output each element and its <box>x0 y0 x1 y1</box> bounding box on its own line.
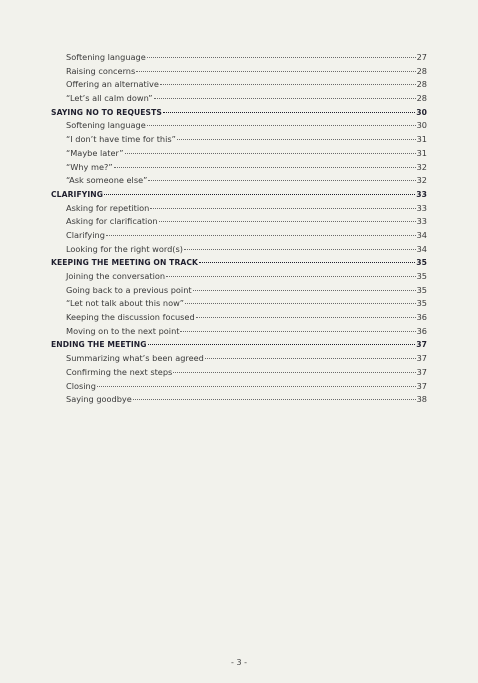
toc-entry-title: Joining the conversation <box>66 271 166 281</box>
toc-entry-title: Closing <box>66 380 96 391</box>
toc-entry[interactable] <box>51 161 427 175</box>
toc-entry-title: “I don’t have time for this” <box>66 134 176 145</box>
toc-dot-leader <box>180 331 415 332</box>
toc-entry-page: 32 <box>416 161 427 172</box>
toc-entry[interactable] <box>51 393 427 407</box>
toc-entry-title: “Let not talk about this now” <box>66 298 185 309</box>
toc-dot-leader <box>166 276 415 277</box>
toc-entry-title: Asking for clarification <box>66 216 158 227</box>
toc-entry[interactable] <box>51 147 427 161</box>
toc-section-title: SAYING NO TO REQUESTS <box>51 107 162 117</box>
toc-dot-leader <box>163 112 415 113</box>
toc-dot-leader <box>173 372 415 373</box>
toc-entry[interactable] <box>51 229 427 243</box>
toc-dot-leader <box>104 194 415 195</box>
toc-entry[interactable] <box>51 119 427 133</box>
toc-entry-title: Going back to a previous point <box>66 284 192 295</box>
toc-entry-title: Raising concerns <box>66 65 136 76</box>
toc-entry-title: “Let’s all calm down” <box>66 93 153 104</box>
toc-section-title: ENDING THE MEETING <box>51 340 147 350</box>
toc-dot-leader <box>148 344 416 345</box>
toc-section-entry[interactable] <box>51 338 427 352</box>
toc-entry-page: 37 <box>416 366 427 377</box>
toc-entry[interactable] <box>51 380 427 394</box>
toc-entry-page: 27 <box>416 52 427 62</box>
toc-entry-title: Softening language <box>66 52 146 62</box>
toc-entry[interactable] <box>51 215 427 229</box>
toc-section-entry[interactable] <box>51 106 427 120</box>
toc-entry-page: 31 <box>416 147 427 158</box>
table-of-contents <box>51 51 427 407</box>
toc-entry-page: 28 <box>416 79 427 90</box>
toc-section-page: 30 <box>416 107 427 117</box>
toc-section-page: 33 <box>416 189 427 199</box>
toc-entry-page: 32 <box>416 175 427 186</box>
toc-entry[interactable] <box>51 65 427 79</box>
toc-entry[interactable] <box>51 284 427 298</box>
toc-dot-leader <box>114 167 416 168</box>
toc-entry-page: 28 <box>416 65 427 76</box>
toc-section-entry[interactable] <box>51 256 427 270</box>
toc-entry-page: 34 <box>416 243 427 254</box>
toc-entry[interactable] <box>51 297 427 311</box>
toc-entry-page: 35 <box>416 298 427 309</box>
toc-entry-title: Moving on to the next point <box>66 325 180 336</box>
toc-section-title: CLARIFYING <box>51 189 104 199</box>
toc-entry-title: Confirming the next steps <box>66 366 173 377</box>
toc-dot-leader <box>154 98 416 99</box>
toc-dot-leader <box>147 57 416 58</box>
toc-entry-title: Clarifying <box>66 229 105 240</box>
toc-dot-leader <box>196 317 416 318</box>
toc-section-page: 35 <box>416 258 427 268</box>
toc-entry[interactable] <box>51 352 427 366</box>
toc-entry-page: 28 <box>416 93 427 104</box>
toc-entry-title: Offering an alternative <box>66 79 159 90</box>
toc-entry-title: Softening language <box>66 120 146 131</box>
toc-dot-leader <box>205 358 416 359</box>
toc-dot-leader <box>184 249 416 250</box>
toc-dot-leader <box>193 290 416 291</box>
toc-entry[interactable] <box>51 243 427 257</box>
toc-dot-leader <box>133 399 416 400</box>
toc-dot-leader <box>97 386 416 387</box>
toc-entry-page: 33 <box>416 216 427 227</box>
toc-entry-title: Asking for repetition <box>66 202 150 213</box>
toc-dot-leader <box>185 303 416 304</box>
toc-entry-page: 31 <box>416 134 427 145</box>
toc-dot-leader <box>177 139 416 140</box>
toc-entry[interactable] <box>51 325 427 339</box>
toc-entry[interactable] <box>51 78 427 92</box>
toc-entry-title: Keeping the discussion focused <box>66 312 195 323</box>
toc-entry-page: 33 <box>416 202 427 213</box>
toc-entry[interactable] <box>51 202 427 216</box>
toc-dot-leader <box>147 125 416 126</box>
toc-entry-title: Summarizing what’s been agreed <box>66 353 204 364</box>
toc-entry-page: 37 <box>416 353 427 364</box>
toc-entry[interactable] <box>51 133 427 147</box>
toc-entry-title: “Ask someone else” <box>66 175 148 186</box>
toc-section-page: 37 <box>416 340 427 350</box>
toc-dot-leader <box>150 208 415 209</box>
toc-dot-leader <box>160 84 416 85</box>
toc-entry-page: 30 <box>416 120 427 131</box>
toc-dot-leader <box>136 71 415 72</box>
toc-entry-page: 36 <box>416 312 427 323</box>
toc-section-title: KEEPING THE MEETING ON TRACK <box>51 258 199 268</box>
toc-section-entry[interactable] <box>51 188 427 202</box>
toc-entry[interactable] <box>51 51 427 65</box>
toc-entry[interactable] <box>51 270 427 284</box>
toc-entry[interactable] <box>51 92 427 106</box>
toc-entry[interactable] <box>51 311 427 325</box>
toc-entry-title: Saying goodbye <box>66 394 132 405</box>
page-number: - 3 - <box>231 658 247 667</box>
toc-dot-leader <box>199 262 415 263</box>
toc-dot-leader <box>148 180 415 181</box>
toc-entry-page: 37 <box>416 380 427 391</box>
toc-entry-page: 35 <box>416 284 427 295</box>
toc-dot-leader <box>106 235 416 236</box>
toc-dot-leader <box>125 153 416 154</box>
toc-entry-page: 34 <box>416 229 427 240</box>
toc-entry[interactable] <box>51 174 427 188</box>
toc-entry-page: 35 <box>416 271 427 281</box>
toc-entry-title: “Why me?” <box>66 161 113 172</box>
toc-entry-page: 38 <box>416 394 427 405</box>
toc-entry-title: “Maybe later” <box>66 147 124 158</box>
toc-entry-title: Looking for the right word(s) <box>66 243 183 254</box>
toc-dot-leader <box>159 221 416 222</box>
toc-entry[interactable] <box>51 366 427 380</box>
toc-entry-page: 36 <box>416 325 427 336</box>
